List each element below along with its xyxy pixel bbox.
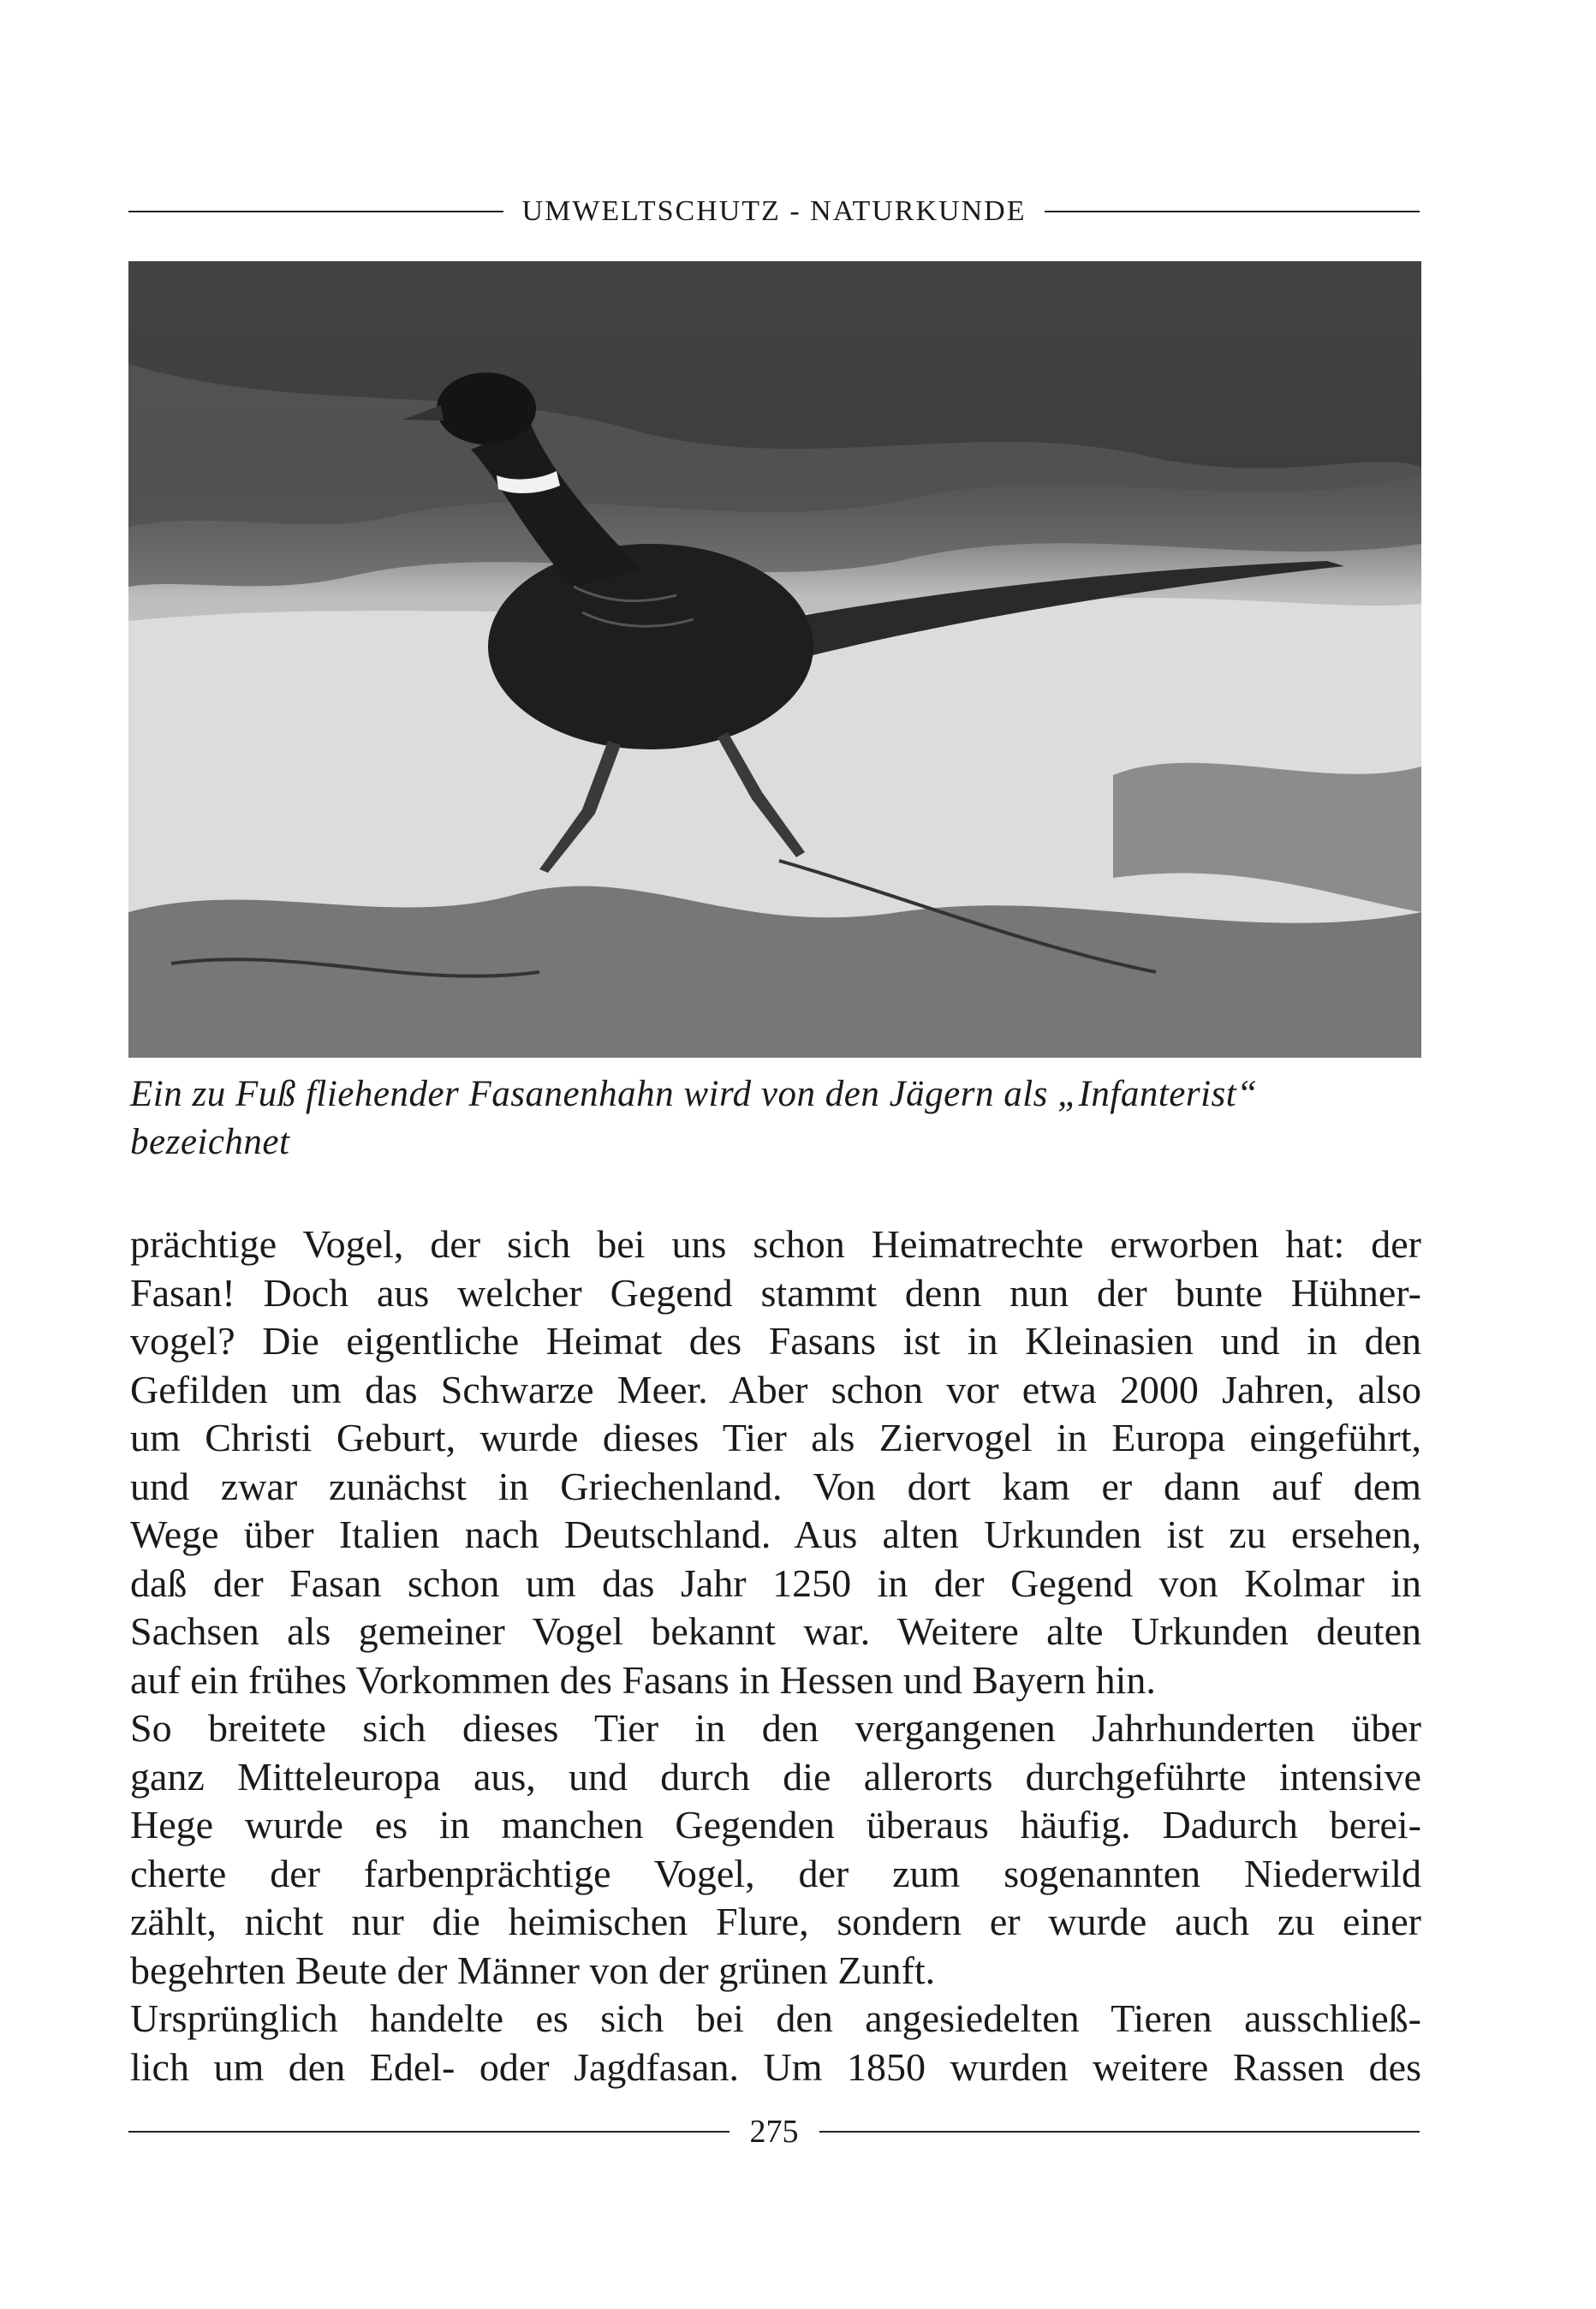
text-line: cherte der farbenprächtige Vogel, der zum sogenannten Niederwild xyxy=(130,1851,1421,1895)
text-line: daß der Fasan schon um das Jahr 1250 in der Gegend von Kolmar in xyxy=(130,1560,1421,1605)
caption-line: Ein zu Fuß fliehender Fasanenhahn wird von den Jägern als „Infanterist“ xyxy=(130,1074,1258,1114)
text-line: ganz Mitteleuropa aus, und durch die allerorts durchgeführte intensive xyxy=(130,1754,1421,1799)
header-rule-left xyxy=(128,211,503,212)
photo-illustration xyxy=(128,261,1421,1058)
pheasant-head xyxy=(437,373,536,444)
text-line: Fasan! Doch aus welcher Gegend stammt denn nun der bunte Hühner- xyxy=(130,1270,1421,1315)
pheasant-body xyxy=(488,544,813,749)
text-line: auf ein frühes Vorkommen des Fasans in Hessen und Bayern hin. xyxy=(130,1657,1156,1702)
photo-caption xyxy=(130,1071,1421,1166)
page-number: 275 xyxy=(749,2114,799,2150)
text-line: Gefilden um das Schwarze Meer. Aber schon vor etwa 2000 Jahren, also xyxy=(130,1367,1421,1411)
text-line: Wege über Italien nach Deutschland. Aus alten Urkunden ist zu ersehen, xyxy=(130,1512,1421,1556)
header-title: UMWELTSCHUTZ - NATURKUNDE xyxy=(521,195,1027,227)
text-line: Ursprünglich handelte es sich bei den angesiedelten Tieren ausschließ- xyxy=(130,1996,1421,2040)
body-text xyxy=(130,1220,1421,2091)
text-line: Sachsen als gemeiner Vogel bekannt war. Weitere alte Urkunden deuten xyxy=(130,1609,1421,1653)
text-line: Hege wurde es in manchen Gegenden überaus häufig. Dadurch berei- xyxy=(130,1803,1421,1847)
text-line: begehrten Beute der Männer von der grünen Zunft. xyxy=(130,1948,936,1992)
page-footer xyxy=(128,2110,1420,2153)
pheasant-photo xyxy=(128,261,1421,1058)
text-line: lich um den Edel- oder Jagdfasan. Um 1850 wurden weitere Rassen des xyxy=(130,2044,1421,2089)
text-line: So breitete sich dieses Tier in den vergangenen Jahrhunderten über xyxy=(130,1706,1421,1750)
running-header xyxy=(128,190,1420,233)
text-line: um Christi Geburt, wurde dieses Tier als Ziervogel in Europa eingeführt, xyxy=(130,1416,1421,1459)
footer-rule-left xyxy=(128,2131,730,2133)
footer-rule-right xyxy=(819,2131,1420,2133)
header-rule-right xyxy=(1045,211,1420,212)
text-line: zählt, nicht nur die heimischen Flure, sondern er wurde auch zu einer xyxy=(130,1900,1421,1943)
text-line: vogel? Die eigentliche Heimat des Fasans ist in Kleinasien und in den xyxy=(130,1319,1421,1363)
text-line: prächtige Vogel, der sich bei uns schon Heimatrechte erworben hat: der xyxy=(130,1222,1421,1266)
text-line: und zwar zunächst in Griechenland. Von dort kam er dann auf dem xyxy=(130,1464,1421,1508)
caption-line: bezeichnet xyxy=(130,1122,290,1162)
